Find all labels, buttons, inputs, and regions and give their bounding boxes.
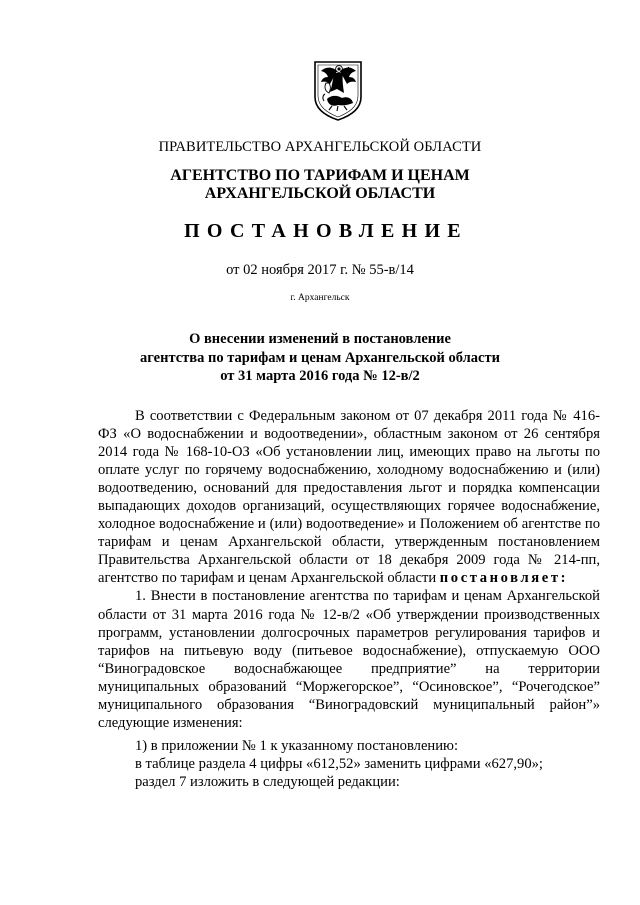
document-subject [0, 330, 640, 386]
preamble-paragraph [98, 407, 600, 587]
document-date-number: от 02 ноября 2017 г. № 55-в/14 [226, 262, 414, 278]
agency-name [0, 167, 640, 203]
resolves-keyword: постановляет: [439, 570, 569, 587]
subject-line1: О внесении изменений в постановление [189, 331, 451, 347]
document-city: г. Архангельск [290, 293, 350, 303]
agency-name-line2: АРХАНГЕЛЬСКОЙ ОБЛАСТИ [204, 185, 436, 202]
amendment-item-3: раздел 7 изложить в следующей редакции: [135, 774, 400, 791]
government-name: ПРАВИТЕЛЬСТВО АРХАНГЕЛЬСКОЙ ОБЛАСТИ [158, 139, 482, 155]
amendment-items [135, 737, 543, 791]
amendment-item-2: в таблице раздела 4 цифры «612,52» заменить цифрами «627,90»; [135, 756, 543, 773]
document-body [98, 407, 600, 732]
arkhangelsk-coat-of-arms-icon [312, 59, 364, 122]
document-type: ПОСТАНОВЛЕНИЕ [184, 220, 468, 242]
agency-name-line1: АГЕНТСТВО ПО ТАРИФАМ И ЦЕНАМ [170, 167, 470, 184]
subject-line2: агентства по тарифам и ценам Архангельской области [140, 349, 500, 366]
clause-1-paragraph: 1. Внести в постановление агентства по тарифам и ценам Архангельской области от 31 марта 2016 года № 12-в/2 «Об утверждении производственных программ, установлении долгосрочных параметров регулирования тарифов и тарифов на питьевую воду (питьевое водоснабжение), отпускаемую ООО “Виноградовское водоснабжающее предприятие” на территории муниципальных образований “Моржегорское”, “Осиновское”, “Рочегодское” муниципального образования “Виноградовский муниципальный район”» следующие изменения: [98, 588, 600, 731]
preamble-text: В соответствии с Федеральным законом от 07 декабря 2011 года № 416-ФЗ «О водоснабжении и водоотведении», областным законом от 26 сентября 2014 года № 168-10-ОЗ «Об установлении лиц, имеющих право на льготы по оплате услуг по горячему водоснабжению, холодному водоснабжению и (или) водоотведению, оснований для предоставления льгот и порядка компенсации выпадающих доходов организаций, осуществляющих горячее водоснабжение, холодное водоснабжение и (или) водоотведение» и Положением об агентстве по тарифам и ценам Архангельской области, утвержденным постановлением Правительства Архангельской области от 18 декабря 2009 года № 214-пп, агентство по тарифам и ценам Архангельской области [98, 408, 600, 587]
amendment-item-1: 1) в приложении № 1 к указанному постановлению: [135, 738, 459, 754]
subject-line3: от 31 марта 2016 года № 12-в/2 [220, 368, 420, 384]
